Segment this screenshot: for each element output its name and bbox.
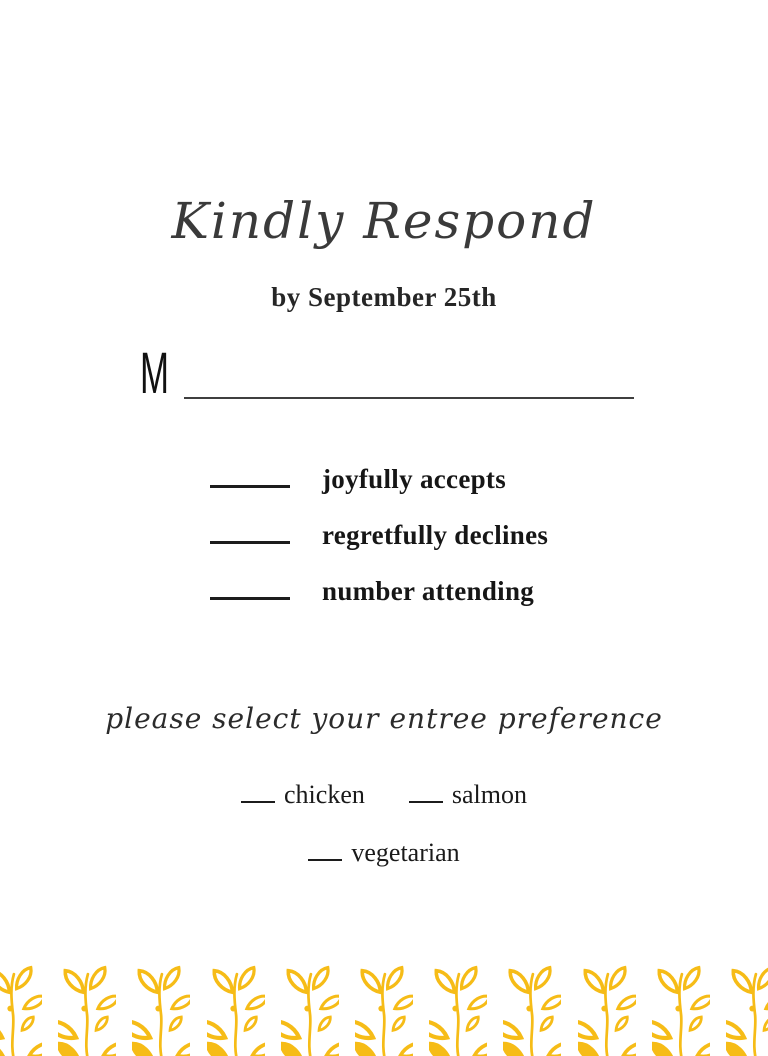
leaf-sprig-icon — [0, 962, 42, 1056]
entree-blank-line — [409, 801, 443, 803]
rsvp-option-row — [210, 464, 548, 498]
leaf-sprig-icon — [207, 962, 265, 1056]
name-line-row — [140, 341, 634, 406]
leaf-sprig-icon — [355, 962, 413, 1056]
rsvp-option-label: joyfully accepts — [322, 464, 507, 494]
rsvp-option-label: number attending — [322, 576, 535, 606]
name-blank-line — [184, 397, 634, 399]
deadline-text: by September 25th — [271, 282, 497, 312]
rsvp-option-row — [210, 576, 548, 610]
entree-options-row-2 — [0, 838, 768, 868]
entree-option — [409, 780, 527, 810]
entree-option-label: vegetarian — [351, 838, 460, 867]
entree-option — [308, 838, 459, 868]
leaf-sprig-icon — [503, 962, 561, 1056]
response-blank-line — [210, 485, 290, 488]
name-prefix-wrap — [140, 341, 180, 406]
rsvp-option-row — [210, 520, 548, 554]
name-prefix: M — [140, 341, 169, 406]
leaf-sprig-icon — [726, 962, 768, 1056]
entree-option — [241, 780, 365, 810]
response-blank-line — [210, 597, 290, 600]
rsvp-option-label: regretfully declines — [322, 520, 549, 550]
entree-blank-line — [241, 801, 275, 803]
entree-option-label: salmon — [451, 780, 527, 809]
leaf-sprig-icon — [132, 962, 190, 1056]
entree-option-label: chicken — [284, 780, 365, 809]
entree-blank-line — [308, 859, 342, 861]
response-blank-line — [210, 541, 290, 544]
leaf-sprig-icon — [429, 962, 487, 1056]
card-title: Kindly Respond — [171, 192, 597, 250]
bottom-border — [0, 962, 768, 1056]
leaf-sprig-icon — [578, 962, 636, 1056]
leaf-sprig-icon — [652, 962, 710, 1056]
leaf-sprig-icon — [58, 962, 116, 1056]
leaf-sprig-icon — [281, 962, 339, 1056]
entree-options-row-1 — [0, 780, 768, 810]
entree-prompt: please select your entree preference — [105, 702, 663, 735]
rsvp-options-list — [210, 464, 548, 632]
